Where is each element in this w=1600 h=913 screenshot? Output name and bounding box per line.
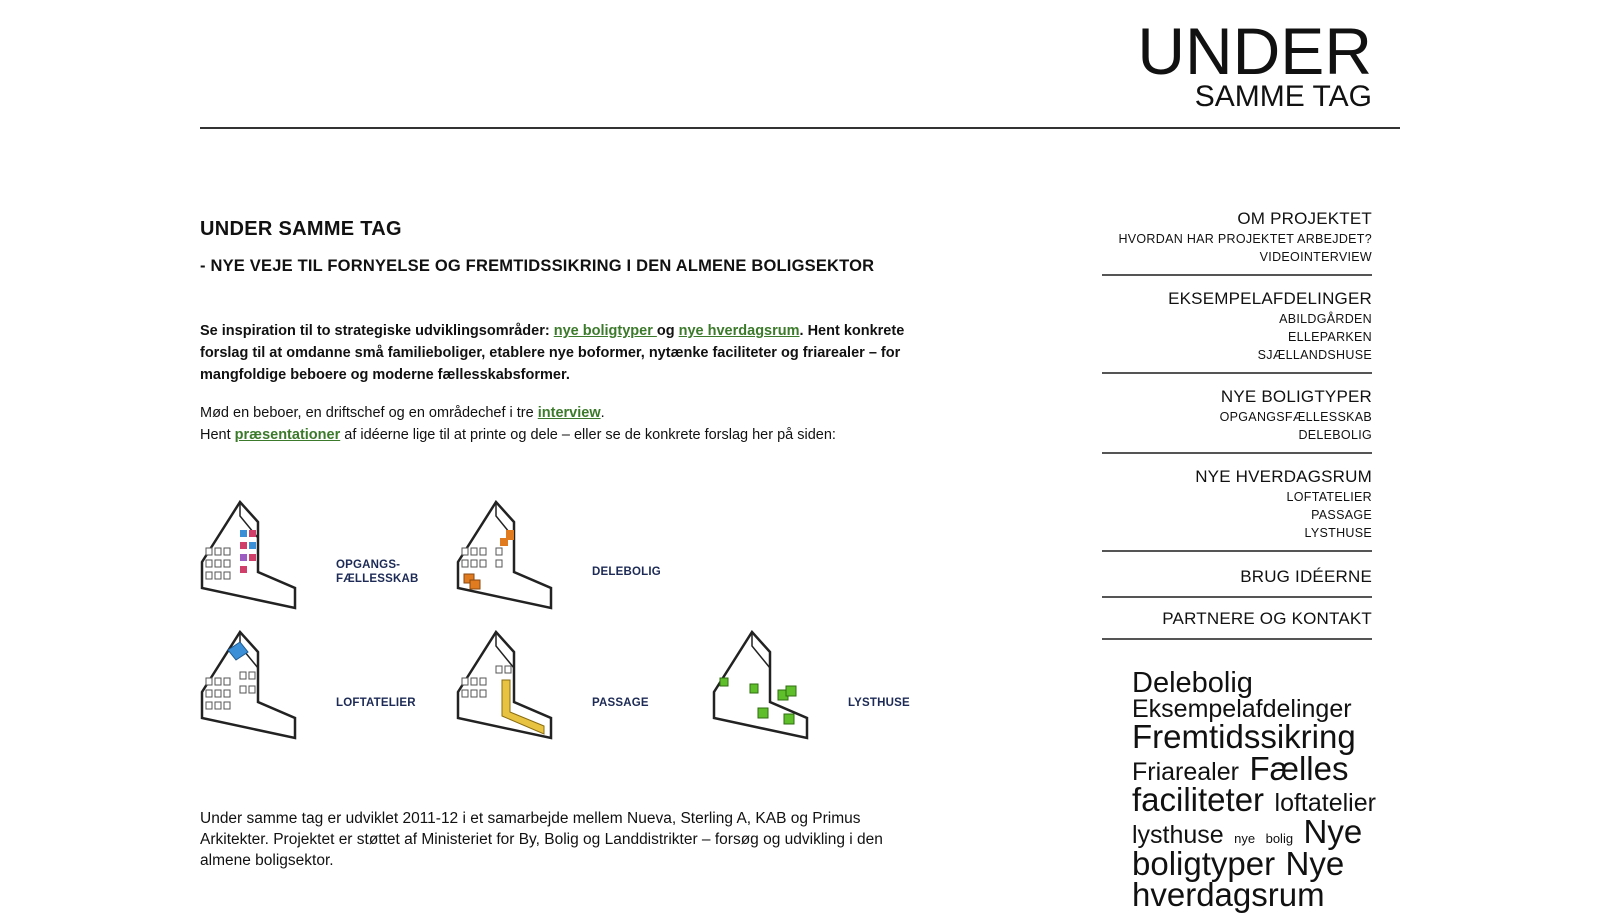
- nav-abildgaarden[interactable]: ABILDGÅRDEN: [1279, 312, 1372, 326]
- page-subtitle: - NYE VEJE TIL FORNYELSE OG FREMTIDSSIKRING I DEN ALMENE BOLIGSEKTOR: [200, 257, 875, 275]
- tag-faelles[interactable]: Fælles: [1249, 749, 1349, 787]
- link-praesentationer[interactable]: præsentationer: [234, 427, 341, 443]
- tag-delebolig[interactable]: Delebolig: [1132, 667, 1253, 699]
- tag-fremtidssikring[interactable]: Fremtidssikring: [1132, 718, 1356, 756]
- logo-sub: SAMME TAG: [1194, 80, 1372, 113]
- delebolig-illustration[interactable]: [456, 500, 556, 612]
- ideas-grid: [200, 500, 960, 750]
- nav-lysthuse[interactable]: LYSTHUSE: [1304, 526, 1372, 540]
- tag-lysthuse[interactable]: lysthuse: [1132, 821, 1224, 850]
- nav-passage[interactable]: PASSAGE: [1311, 508, 1372, 522]
- header-divider: [200, 127, 1400, 129]
- nav-nye-hverdagsrum[interactable]: NYE HVERDAGSRUM: [1195, 467, 1372, 486]
- tag-friarealer[interactable]: Friarealer: [1132, 757, 1239, 786]
- nav-om-projektet[interactable]: OM PROJEKTET: [1237, 209, 1372, 228]
- link-interview[interactable]: interview: [537, 405, 601, 421]
- nav-opgangsfaellesskab[interactable]: OPGANGSFÆLLESSKAB: [1219, 410, 1372, 424]
- opgang-line1: OPGANGS-: [336, 559, 401, 571]
- nav-videointerview[interactable]: VIDEOINTERVIEW: [1259, 250, 1372, 264]
- intro-text-2: og: [656, 323, 679, 339]
- tag-bolig[interactable]: bolig: [1265, 831, 1294, 847]
- tag-hverdagsrum[interactable]: hverdagsrum: [1132, 876, 1325, 913]
- links-paragraph: [200, 402, 920, 446]
- nav-delebolig[interactable]: DELEBOLIG: [1298, 428, 1372, 442]
- page-title: UNDER SAMME TAG: [200, 218, 402, 240]
- nav-nye-boligtyper[interactable]: NYE BOLIGTYPER: [1220, 387, 1372, 406]
- nav-group-eksempel: [1102, 284, 1372, 374]
- lysthuse-label[interactable]: LYSTHUSE: [848, 697, 910, 709]
- interview-end: .: [600, 405, 605, 421]
- tag-faciliteter[interactable]: faciliteter: [1132, 781, 1265, 819]
- praes-text: af idéerne lige til at printe og dele – eller se de konkrete forslag her på siden:: [340, 427, 836, 443]
- intro-text-3: . Hent konkrete forslag til at omdanne små familieboliger, etablere nye boformer, nytænke faciliteter og friarealer – for mangfoldige beboere og moderne fællesskabsformer.: [200, 323, 905, 383]
- tag-nye-3[interactable]: Nye: [1285, 844, 1345, 882]
- loftatelier-label[interactable]: LOFTATELIER: [336, 697, 416, 709]
- nav-loftatelier[interactable]: LOFTATELIER: [1286, 490, 1372, 504]
- tag-eksempelafdelinger[interactable]: Eksempelafdelinger: [1132, 694, 1352, 723]
- nav-group-partnere: [1102, 602, 1372, 640]
- interview-text: Mød en beboer, en driftschef og en områdechef i tre: [200, 405, 538, 421]
- intro-text-1: Se inspiration til to strategiske udviklingsområder:: [200, 323, 554, 339]
- nav-group-om-projektet: [1102, 204, 1372, 276]
- sidebar-nav: [1102, 204, 1372, 640]
- lysthuse-illustration[interactable]: [712, 630, 812, 742]
- delebolig-label[interactable]: DELEBOLIG: [592, 566, 661, 578]
- site-logo[interactable]: [1137, 14, 1372, 113]
- tag-nye-2[interactable]: Nye: [1303, 813, 1363, 851]
- main-content: [200, 218, 920, 446]
- nav-group-boligtyper: [1102, 382, 1372, 454]
- loftatelier-illustration[interactable]: [200, 630, 300, 742]
- passage-illustration[interactable]: [456, 630, 556, 742]
- intro-paragraph: [200, 320, 920, 386]
- tag-boligtyper[interactable]: boligtyper: [1132, 844, 1276, 882]
- nav-hvordan[interactable]: HVORDAN HAR PROJEKTET ARBEJDET?: [1118, 232, 1372, 246]
- tag-loftatelier[interactable]: loftatelier: [1274, 789, 1376, 818]
- nav-partnere-kontakt[interactable]: PARTNERE OG KONTAKT: [1162, 609, 1372, 628]
- nav-eksempelafdelinger[interactable]: EKSEMPELAFDELINGER: [1168, 289, 1372, 308]
- opgangsfaellesskab-illustration[interactable]: [200, 500, 300, 612]
- link-nye-hverdagsrum[interactable]: nye hverdagsrum: [678, 323, 800, 339]
- praes-start: Hent: [200, 427, 235, 443]
- project-description: Under samme tag er udviklet 2011-12 i et samarbejde mellem Nueva, Sterling A, KAB og Primus Arkitekter. Projektet er støttet af Ministeriet for By, Bolig og Landdistrikter – forsøg og udvikling i den almene boligsektor.: [200, 810, 883, 869]
- logo-main: UNDER: [1137, 14, 1372, 88]
- nav-group-brug: [1102, 560, 1372, 598]
- nav-sjaellandshuse[interactable]: SJÆLLANDSHUSE: [1257, 348, 1372, 362]
- nav-group-hverdagsrum: [1102, 462, 1372, 552]
- link-nye-boligtyper[interactable]: nye boligtyper: [553, 323, 657, 339]
- opgangsfaellesskab-label[interactable]: [336, 558, 419, 586]
- nav-brug-ideerne[interactable]: BRUG IDÉERNE: [1240, 567, 1372, 586]
- tag-cloud: [1132, 667, 1407, 913]
- tag-nye[interactable]: nye: [1234, 831, 1256, 847]
- nav-elleparken[interactable]: ELLEPARKEN: [1287, 330, 1372, 344]
- opgang-line2: FÆLLESSKAB: [336, 573, 419, 585]
- passage-label[interactable]: PASSAGE: [592, 697, 649, 709]
